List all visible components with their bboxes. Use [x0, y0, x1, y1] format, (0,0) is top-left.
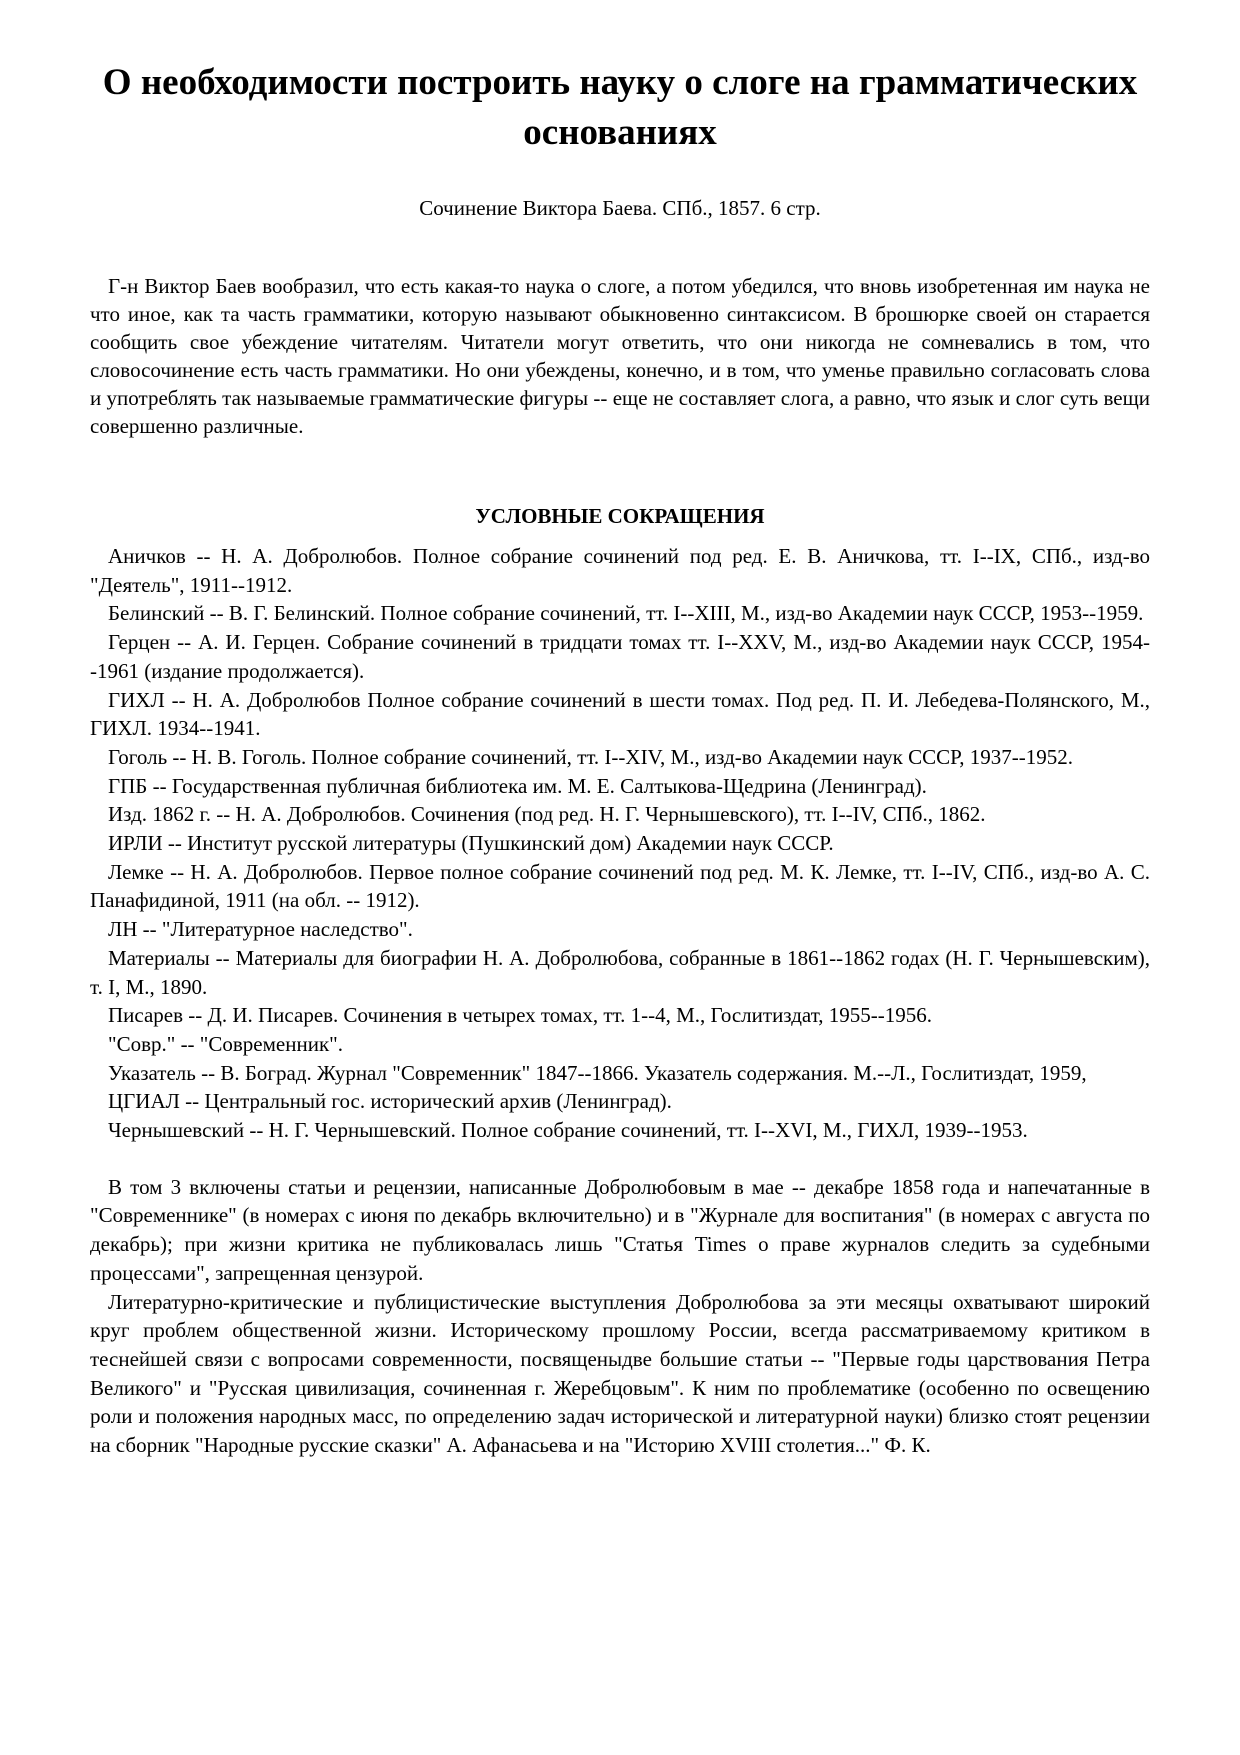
abbreviation-entry-pisarev: Писарев -- Д. И. Писарев. Сочинения в четырех томах, тт. 1--4, М., Гослитиздат, 1955--1956.	[108, 1003, 933, 1028]
abbreviation-entry-herzen: Герцен -- А. И. Герцен. Собрание сочинений в тридцати томах тт. I--XXV, М., изд-во Академии наук СССР, 1954--1961 (издание продолжается).	[90, 630, 1150, 683]
intro-paragraph: Литературно-критические и публицистические выступления Добролюбова за эти месяцы охватывают широкий круг проблем общественной жизни. Историческому прошлому России, всегда рассматриваемому критиком в теснейшей связи с вопросами современности, посвященыдве большие статьи -- "Первые годы царствования Петра Великого" и "Русская цивилизация, сочиненная г. Жеребцовым". К ним по проблематике (особенно по освещению роли и положения народных масс, по определению задач исторической и литературной науки) близко стоят рецензии на сборник "Народные русские сказки" А. Афанасьева и на "Историю XVIII столетия..." Ф. К.	[90, 1289, 1150, 1458]
abbreviation-entry-ukazatel: Указатель -- В. Боград. Журнал "Современник" 1847--1866. Указатель содержания. М.--Л., Гослитиздат, 1959,	[108, 1060, 1087, 1085]
abbreviation-entry-sovr: "Совр." -- "Современник".	[108, 1031, 343, 1056]
abbreviations-heading: УСЛОВНЫЕ СОКРАЩЕНИЯ	[475, 504, 765, 528]
abbreviation-entry-irli: ИРЛИ -- Институт русской литературы (Пушкинский дом) Академии наук СССР.	[108, 831, 834, 856]
document-page	[90, 0, 1150, 1460]
abbreviation-entry-ln: ЛН -- "Литературное наследство".	[108, 917, 413, 942]
intro-paragraph: В том 3 включены статьи и рецензии, написанные Добролюбовым в мае -- декабре 1858 года и напечатанные в "Современнике" (в номерах с июня по декабрь включительно) и в "Журнале для воспитания" (в номерах с августа по декабрь); при жизни критика не публиковалась лишь "Статья Times о праве журналов следить за судебными процессами", запрещенная цензурой.	[90, 1174, 1150, 1285]
volume-introduction	[90, 1173, 1150, 1460]
abbreviations-list	[90, 542, 1150, 1145]
abbreviation-entry-tsgial: ЦГИАЛ -- Центральный гос. исторический архив (Ленинград).	[108, 1089, 672, 1114]
abbreviation-entry-anichkov: Аничков -- Н. А. Добролюбов. Полное собрание сочинений под ред. Е. В. Аничкова, тт. I--IX, СПб., изд-во "Деятель", 1911--1912.	[90, 544, 1150, 597]
review-subtitle: Сочинение Виктора Баева. СПб., 1857. 6 стр.	[419, 196, 821, 220]
page-title: О необходимости построить науку о слоге на грамматических основаниях	[102, 62, 1138, 153]
abbreviation-entry-belinsky: Белинский -- В. Г. Белинский. Полное собрание сочинений, тт. I--XIII, М., изд-во Академии наук СССР, 1953--1959.	[108, 601, 1144, 626]
abbreviation-entry-lemke: Лемке -- Н. А. Добролюбов. Первое полное собрание сочинений под ред. М. К. Лемке, тт. I--IV, СПб., изд-во А. С. Панафидиной, 1911 (на обл. -- 1912).	[90, 859, 1150, 913]
abbreviation-entry-izd-1862: Изд. 1862 г. -- Н. А. Добролюбов. Сочинения (под ред. Н. Г. Чернышевского), тт. I--IV, СПб., 1862.	[108, 802, 986, 827]
abbreviation-entry-materialy: Материалы -- Материалы для биографии Н. А. Добролюбова, собранные в 1861--1862 годах (Н. Г. Чернышевским), т. I, М., 1890.	[90, 945, 1150, 999]
review-paragraph: Г-н Виктор Баев вообразил, что есть какая-то наука о слоге, а потом убедился, что вновь изобретенная им наука не что иное, как та часть грамматики, которую называют обыкновенно синтаксисом. В брошюрке своей он старается сообщить свое убеждение читателям. Читатели могут ответить, что они никогда не сомневались в том, что словосочинение есть часть грамматики. Но они убеждены, конечно, и в том, что уменье правильно согласовать слова и употреблять так называемые грамматические фигуры -- еще не составляет слога, а равно, что язык и слог суть вещи совершенно различные.	[90, 274, 1150, 438]
abbreviation-entry-gogol: Гоголь -- Н. В. Гоголь. Полное собрание сочинений, тт. I--XIV, М., изд-во Академии наук СССР, 1937--1952.	[108, 744, 1073, 769]
abbreviation-entry-chernyshevsky: Чернышевский -- Н. Г. Чернышевский. Полное собрание сочинений, тт. I--XVI, М., ГИХЛ, 1939--1953.	[108, 1118, 1028, 1143]
abbreviation-entry-gikhl: ГИХЛ -- Н. А. Добролюбов Полное собрание сочинений в шести томах. Под ред. П. И. Лебедева-Полянского, М., ГИХЛ. 1934--1941.	[90, 687, 1150, 741]
abbreviation-entry-gpb: ГПБ -- Государственная публичная библиотека им. М. Е. Салтыкова-Щедрина (Ленинград).	[108, 773, 927, 798]
